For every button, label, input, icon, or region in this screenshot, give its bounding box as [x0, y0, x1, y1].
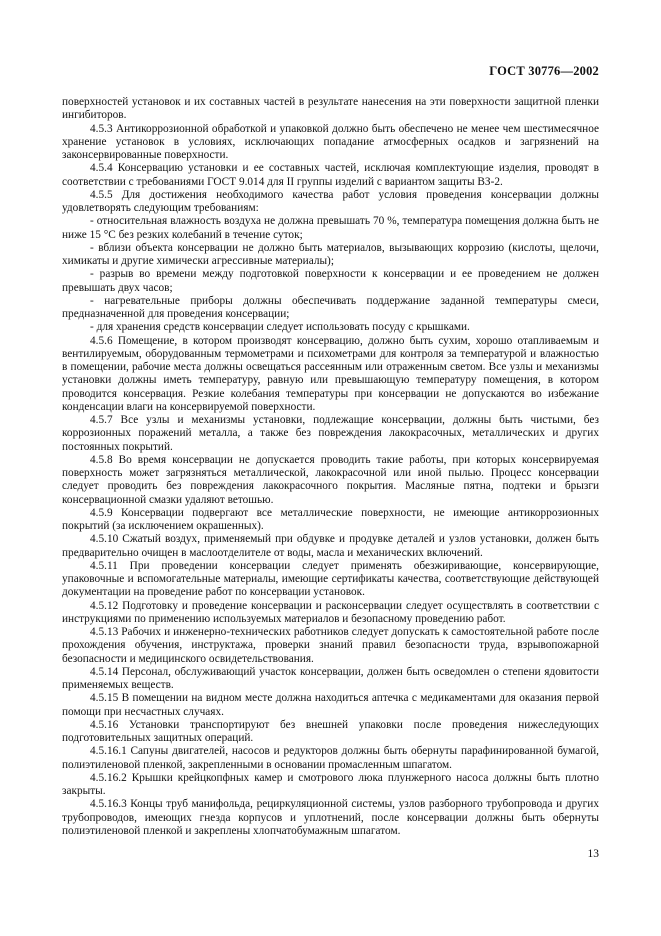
- paragraph-continuation: поверхностей установок и их составных частей в результате нанесения на эти поверхности защитной пленки ингибиторов.: [62, 96, 599, 122]
- paragraph-4-5-16-3: 4.5.16.3 Концы труб манифольда, рециркуляционной системы, узлов разборного трубопровода и других трубопроводов, имеющих гнезда корпусов и уплотнений, после консервации должны быть обернуты полиэтиленовой пленкой и закреплены хлопчатобумажным шпагатом.: [62, 798, 599, 837]
- paragraph-4-5-10: 4.5.10 Сжатый воздух, применяемый при обдувке и продувке деталей и узлов установки, должен быть предварительно очищен в маслоотделителе от воды, масла и механических включений.: [62, 533, 599, 559]
- document-body: [62, 96, 599, 838]
- paragraph-4-5-14: 4.5.14 Персонал, обслуживающий участок консервации, должен быть осведомлен о степени ядовитости применяемых веществ.: [62, 665, 599, 691]
- paragraph-4-5-3: 4.5.3 Антикоррозионной обработкой и упаковкой должно быть обеспечено не менее чем шестимесячное хранение установок в условиях, исключающих попадание атмосферных осадков и загрязнений на законсервированные поверхности.: [62, 122, 599, 161]
- page-number: 13: [587, 848, 599, 860]
- paragraph-4-5-8: 4.5.8 Во время консервации не допускается проводить такие работы, при которых консервируемая поверхность может загрязняться металлической, лакокрасочной или иной пылью. Процесс консервации следует проводить без повреждения лакокрасочного покрытия. Масляные пятна, подтеки и брызги консервационной смазки удаляют ветошью.: [62, 453, 599, 506]
- paragraph-4-5-16-1: 4.5.16.1 Сапуны двигателей, насосов и редукторов должны быть обернуты парафинированной бумагой, полиэтиленовой пленкой, закрепленными в основании промасленным шпагатом.: [62, 745, 599, 771]
- list-item-time-gap: - разрыв во времени между подготовкой поверхности к консервации и ее проведением не должен превышать двух часов;: [62, 268, 599, 294]
- paragraph-4-5-16-2: 4.5.16.2 Крышки крейцкопфных камер и смотрового люка плунжерного насоса должны быть плотно закрыты.: [62, 771, 599, 797]
- paragraph-4-5-13: 4.5.13 Рабочих и инженерно-технических работников следует допускать к самостоятельной работе после прохождения обучения, инструктажа, проверки знаний правил безопасности труда, взрывопожарной безопасности и медицинского освидетельствования.: [62, 626, 599, 665]
- paragraph-4-5-15: 4.5.15 В помещении на видном месте должна находиться аптечка с медикаментами для оказания первой помощи при несчастных случаях.: [62, 692, 599, 718]
- paragraph-4-5-5: 4.5.5 Для достижения необходимого качества работ условия проведения консервации должны удовлетворять следующим требованиям:: [62, 188, 599, 214]
- document-header: ГОСТ 30776—2002: [489, 64, 599, 78]
- paragraph-4-5-6: 4.5.6 Помещение, в котором производят консервацию, должно быть сухим, хорошо отапливаемым и вентилируемым, оборудованным термометрами и психометрами для контроля за температурой и влажностью в помещении, рабочие места должны освещаться рассеянным или отраженным светом. Все узлы и механизмы установки должны иметь температуру, равную или превышающую температуру помещения, в котором проводится консервация. Резкие колебания температуры при консервации не допускаются во избежание конденсации влаги на консервируемой поверхности.: [62, 334, 599, 413]
- list-item-humidity: - относительная влажность воздуха не должна превышать 70 %, температура помещения должна быть не ниже 15 °С без резких колебаний в течение суток;: [62, 215, 599, 241]
- paragraph-4-5-12: 4.5.12 Подготовку и проведение консервации и расконсервации следует осуществлять в соответствии с инструкциями по применению используемых материалов и безопасному проведению работ.: [62, 599, 599, 625]
- paragraph-4-5-9: 4.5.9 Консервации подвергают все металлические поверхности, не имеющие антикоррозионных покрытий (за исключением окрашенных).: [62, 506, 599, 532]
- paragraph-4-5-4: 4.5.4 Консервацию установки и ее составных частей, исключая комплектующие изделия, проводят в соответствии с требованиями ГОСТ 9.014 для II группы изделий с вариантом защиты ВЗ-2.: [62, 162, 599, 188]
- list-item-heaters: - нагревательные приборы должны обеспечивать поддержание заданной температуры смеси, предназначенной для проведения консервации;: [62, 294, 599, 320]
- paragraph-4-5-16: 4.5.16 Установки транспортируют без внешней упаковки после проведения нижеследующих подготовительных защитных операций.: [62, 718, 599, 744]
- list-item-storage: - для хранения средств консервации следует использовать посуду с крышками.: [90, 321, 470, 334]
- paragraph-4-5-11: 4.5.11 При проведении консервации следует применять обезжиривающие, консервирующие, упаковочные и вспомогательные материалы, имеющие сертификаты качества, соответствующие действующей документации на проведение работ по консервации установок.: [62, 559, 599, 599]
- list-item-corrosive-materials: - вблизи объекта консервации не должно быть материалов, вызывающих коррозию (кислоты, щелочи, химикаты и другие химически агрессивные материалы);: [62, 241, 599, 267]
- paragraph-4-5-7: 4.5.7 Все узлы и механизмы установки, подлежащие консервации, должны быть чистыми, без коррозионных поражений металла, а также без повреждения лакокрасочных, металлических и других постоянных покрытий.: [62, 414, 599, 453]
